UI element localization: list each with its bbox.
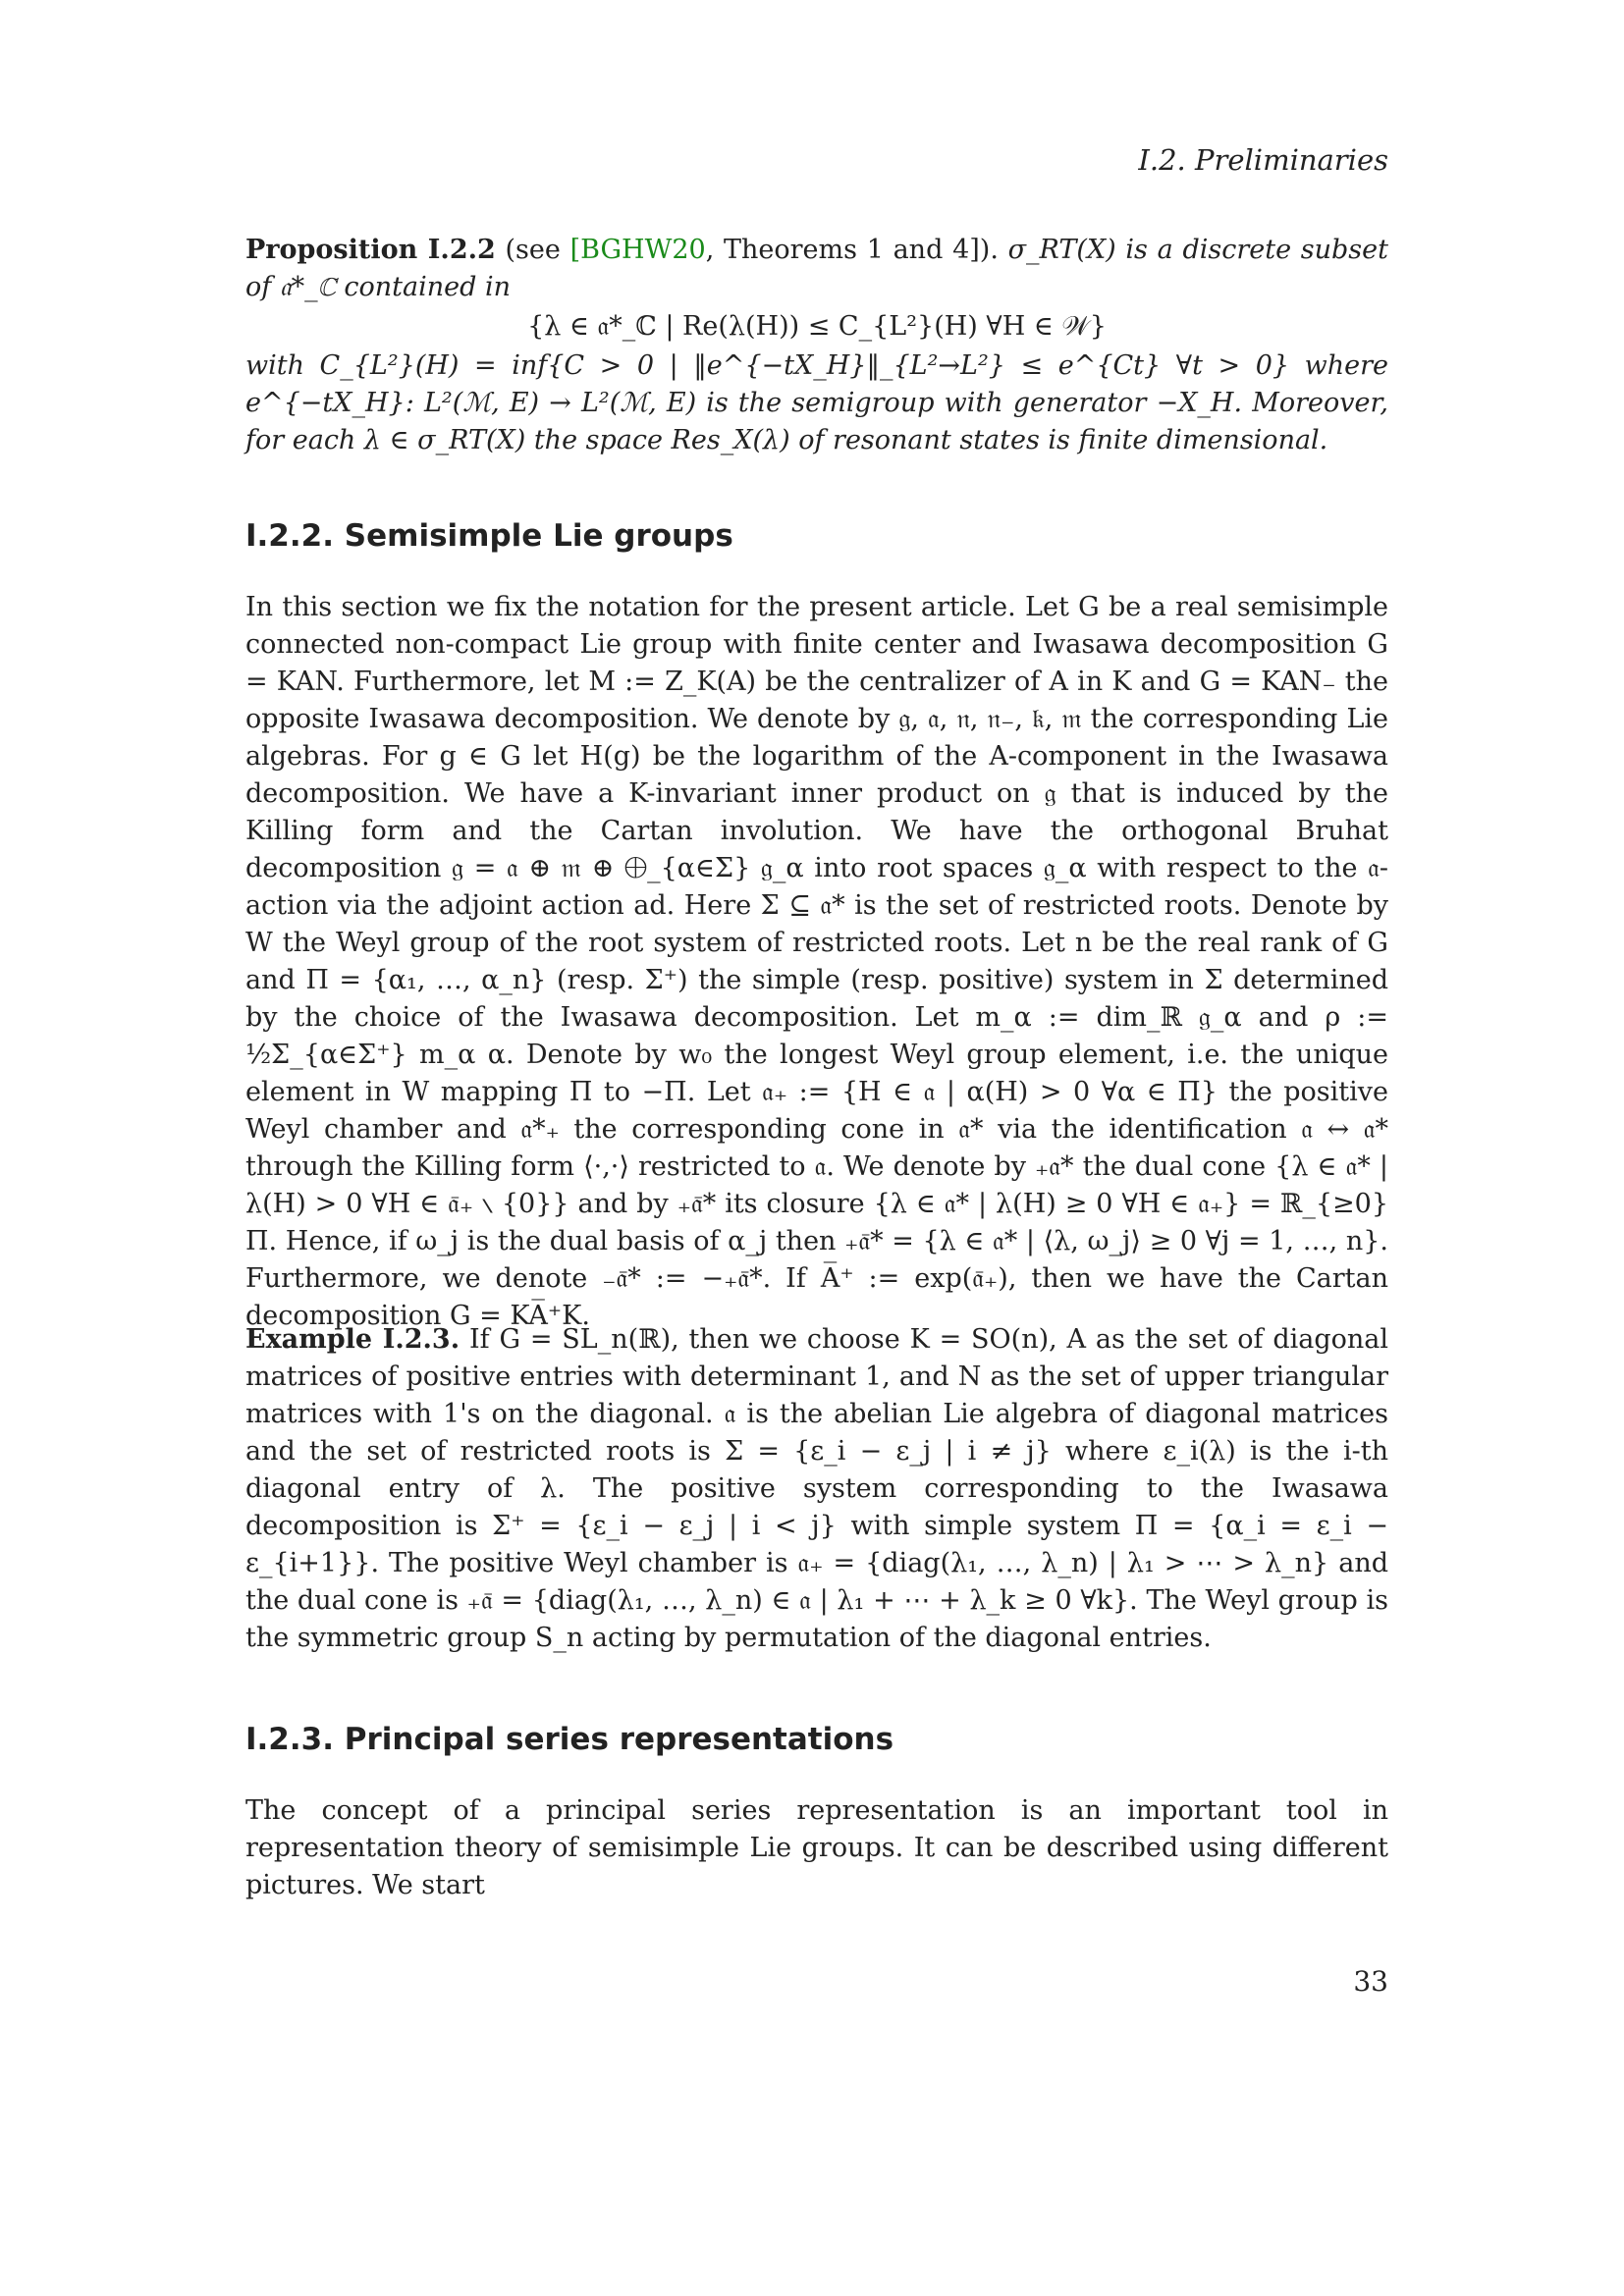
paragraph: The concept of a principal series representation is an important tool in representation theory of semisimple Lie groups. It can be described using different pictures. We start (245, 1795, 1388, 1900)
section-2-body (245, 1792, 1388, 1904)
section-heading-semisimple: I.2.2. Semisimple Lie groups (245, 518, 733, 554)
example-block (245, 1321, 1388, 1657)
section-heading-principal-series: I.2.3. Principal series representations (245, 1722, 894, 1757)
proposition-statement (245, 232, 1388, 306)
proposition-block (245, 232, 1388, 459)
example-label: Example I.2.3. (245, 1324, 460, 1355)
section-1-body (245, 589, 1388, 1335)
display-equation: {λ ∈ 𝔞*_ℂ | Re(λ(H)) ≤ C_{L²}(H) ∀H ∈ 𝒲} (527, 311, 1107, 342)
see-prefix: (see (505, 235, 570, 265)
page-number: 33 (1353, 1965, 1388, 1998)
running-header: I.2. Preliminaries (1138, 143, 1388, 177)
example-text: If G = SL_n(ℝ), then we choose K = SO(n), A as the set of diagonal matrices of positive entries with determinant 1, and N as the set of upper triangular matrices with 1's on the diagonal. 𝔞 is the abelian Lie algebra of diagonal matrices and the set of restricted roots is Σ = {ε_i − ε_j | i ≠ j} where ε_i(λ) is the i-th diagonal entry of λ. The positive system corresponding to the Iwasawa decomposition is Σ⁺ = {ε_i − ε_j | i < j} with simple system Π = {α_i = ε_i − ε_{i+1}}. The positive Weyl chamber is 𝔞₊ = {diag(λ₁, …, λ_n) | λ₁ > ⋯ > λ_n} and the dual cone is ₊𝔞̄ = {diag(λ₁, …, λ_n) ∈ 𝔞 | λ₁ + ⋯ + λ_k ≥ 0 ∀k}. The Weyl group is the symmetric group S_n acting by permutation of the diagonal entries. (245, 1324, 1388, 1653)
citation-rest: , Theorems 1 and 4]). (705, 235, 999, 265)
paragraph: In this section we fix the notation for the present article. Let G be a real semisimple connected non-compact Lie group with finite center and Iwasawa decomposition G = KAN. Furthermore, let M := Z_K(A) be the centralizer of A in K and G = KAN₋ the opposite Iwasawa decomposition. We denote by 𝔤, 𝔞, 𝔫, 𝔫₋, 𝔨, 𝔪 the corresponding Lie algebras. For g ∈ G let H(g) be the logarithm of the A-component in the Iwasawa decomposition. We have a K-invariant inner product on 𝔤 that is induced by the Killing form and the Cartan involution. We have the orthogonal Bruhat decomposition 𝔤 = 𝔞 ⊕ 𝔪 ⊕ ⨁_{α∈Σ} 𝔤_α into root spaces 𝔤_α with respect to the 𝔞-action via the adjoint action ad. Here Σ ⊆ 𝔞* is the set of restricted roots. Denote by W the Weyl group of the root system of restricted roots. Let n be the real rank of G and Π = {α₁, …, α_n} (resp. Σ⁺) the simple (resp. positive) system in Σ determined by the choice of the Iwasawa decomposition. Let m_α := dim_ℝ 𝔤_α and ρ := ½Σ_{α∈Σ⁺} m_α α. Denote by w₀ the longest Weyl group element, i.e. the unique element in W mapping Π to −Π. Let 𝔞₊ := {H ∈ 𝔞 | α(H) > 0 ∀α ∈ Π} the positive Weyl chamber and 𝔞*₊ the corresponding cone in 𝔞* via the identification 𝔞 ↔ 𝔞* through the Killing form ⟨·,·⟩ restricted to 𝔞. We denote by ₊𝔞* the dual cone {λ ∈ 𝔞* | λ(H) > 0 ∀H ∈ 𝔞̄₊ ∖ {0}} and by ₊𝔞̄* its closure {λ ∈ 𝔞* | λ(H) ≥ 0 ∀H ∈ 𝔞₊} = ℝ_{≥0}Π. Hence, if ω_j is the dual basis of α_j then ₊𝔞̄* = {λ ∈ 𝔞* | ⟨λ, ω_j⟩ ≥ 0 ∀j = 1, …, n}. Furthermore, we denote ₋𝔞̄* := −₊𝔞̄*. If A̅⁺ := exp(𝔞̄₊), then we have the Cartan decomposition G = KA̅⁺K. (245, 592, 1388, 1331)
proposition-text-2: with C_{L²}(H) = inf{C > 0 | ‖e^{−tX_H}‖_{L²→L²} ≤ e^{Ct} ∀t > 0} where e^{−tX_H}: L²(ℳ, E) → L²(ℳ, E) is the semigroup with generator −X_H. Moreover, for each λ ∈ σ_RT(X) the space Res_X(λ) of resonant states is finite dimensional. (245, 350, 1388, 455)
proposition-label: Proposition I.2.2 (245, 235, 496, 265)
citation-link[interactable]: [BGHW20 (569, 235, 706, 265)
proposition-text-1: σ_RT(X) is a discrete subset of 𝔞*_ℂ contained in (245, 235, 1388, 302)
example-paragraph (245, 1321, 1388, 1657)
